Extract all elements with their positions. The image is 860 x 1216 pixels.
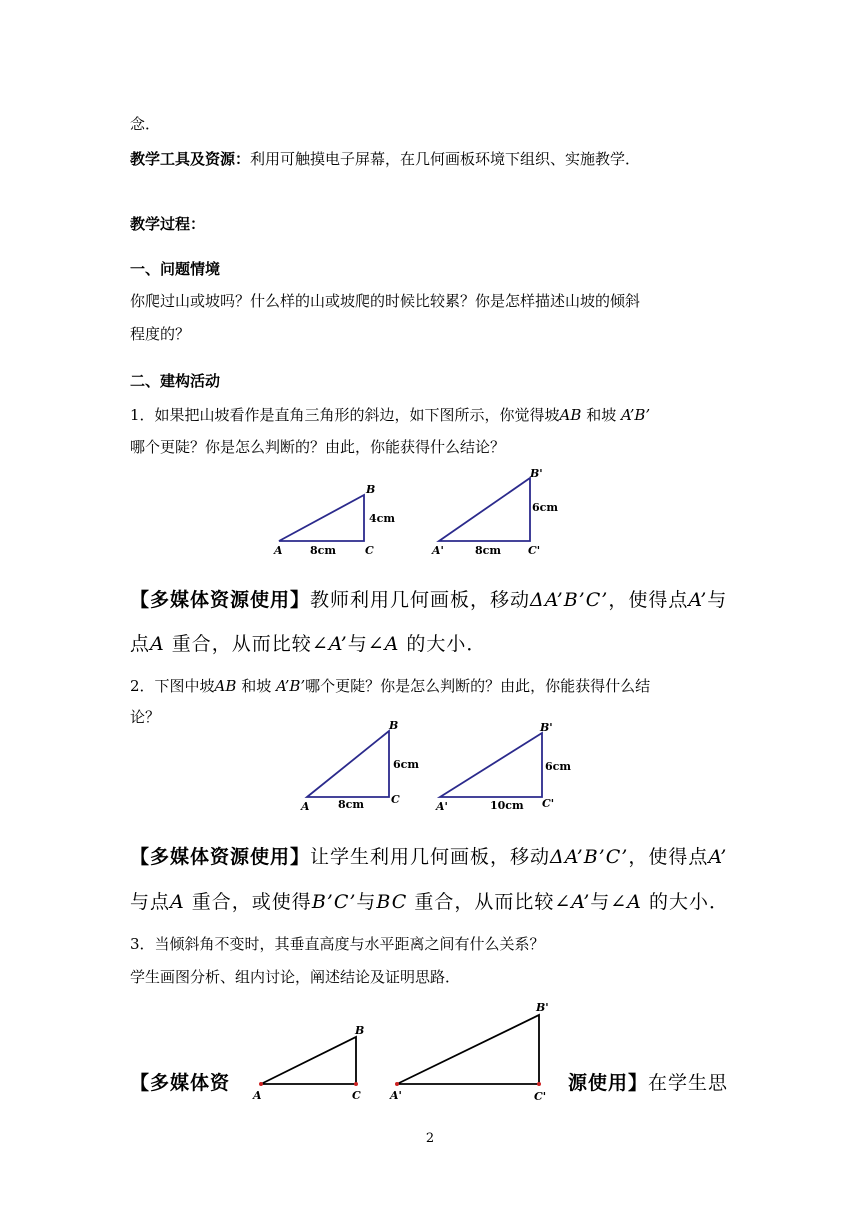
triangle-abc — [307, 731, 389, 797]
figure-1 — [262, 465, 562, 565]
question-1: 1．如果把山坡看作是直角三角形的斜边，如下图所示，你觉得坡AB 和坡 A’B’ — [130, 406, 651, 424]
text-line: 学生画图分析、组内讨论，阐述结论及证明思路． — [130, 968, 461, 986]
point-A2 — [395, 1082, 399, 1086]
multimedia-note-2: 【多媒体资源使用】让学生利用几何画板，移动ΔA’B’C’，使得点A’ — [130, 846, 728, 868]
label-B2: B' — [530, 467, 543, 480]
figure-3 — [245, 995, 565, 1110]
tools-line: 教学工具及资源：利用可触摸电子屏幕，在几何画板环境下组织、实施教学． — [130, 150, 641, 168]
triangle-a2b2c2 — [440, 733, 542, 797]
label-B: B — [355, 1024, 365, 1037]
label-base2: 8cm — [475, 544, 501, 557]
text-line: 念． — [130, 115, 161, 133]
label-base: 8cm — [310, 544, 336, 557]
triangle-abc — [279, 495, 364, 541]
multimedia-note-2-cont: 与点A 重合，或使得B’C’与BC 重合，从而比较∠A’与∠A 的大小． — [130, 891, 729, 913]
tools-label: 教学工具及资源： — [130, 150, 251, 168]
text-line: 哪个更陡？你是怎么判断的？由此，你能获得什么结论？ — [130, 438, 506, 456]
triangle-a2b2c2 — [439, 478, 530, 541]
label-A2: A' — [390, 1089, 402, 1102]
label-C2: C' — [542, 797, 555, 810]
page-number: 2 — [425, 1131, 435, 1146]
point-C — [354, 1082, 358, 1086]
label-A: A — [253, 1089, 262, 1102]
label-height: 6cm — [393, 758, 419, 771]
question-3: 3．当倾斜角不变时，其垂直高度与水平距离之间有什么关系？ — [130, 935, 545, 953]
label-B: B — [389, 719, 399, 732]
section-heading-1: 一、问题情境 — [130, 260, 221, 278]
label-C2: C' — [528, 544, 541, 557]
label-base2: 10cm — [490, 799, 524, 812]
text-line: 程度的？ — [130, 325, 191, 343]
label-B2: B' — [536, 1001, 549, 1014]
multimedia-note-3-right: 源使用】在学生思 — [568, 1072, 729, 1094]
triangle-abc — [261, 1037, 356, 1084]
label-A: A — [274, 544, 283, 557]
point-C2 — [537, 1082, 541, 1086]
label-A2: A' — [436, 800, 448, 813]
label-height2: 6cm — [545, 760, 571, 773]
label-A2: A' — [432, 544, 444, 557]
label-A: A — [301, 800, 310, 813]
label-C2: C' — [534, 1090, 547, 1103]
figure-2 — [290, 713, 590, 813]
label-C: C — [365, 544, 374, 557]
question-2: 2．下图中坡AB 和坡 A’B’哪个更陡？你是怎么判断的？由此，你能获得什么结 — [130, 677, 651, 695]
label-C: C — [391, 793, 400, 806]
label-B2: B' — [540, 721, 553, 734]
triangle-a2b2c2 — [397, 1015, 539, 1084]
point-A — [259, 1082, 263, 1086]
label-C: C — [352, 1089, 361, 1102]
text-line: 论？ — [130, 708, 161, 726]
label-height: 4cm — [369, 512, 395, 525]
multimedia-note-1-cont: 点A 重合，从而比较∠A’与∠A 的大小． — [130, 633, 487, 655]
label-base: 8cm — [338, 798, 364, 811]
multimedia-note-3: 【多媒体资 — [130, 1072, 231, 1094]
process-heading: 教学过程： — [130, 215, 206, 233]
label-B: B — [366, 483, 376, 496]
section-heading-2: 二、建构活动 — [130, 372, 221, 390]
label-height2: 6cm — [532, 501, 558, 514]
text-line: 你爬过山或坡吗？什么样的山或坡爬的时候比较累？你是怎样描述山坡的倾斜 — [130, 292, 641, 310]
multimedia-note-1: 【多媒体资源使用】教师利用几何画板，移动ΔA’B’C’，使得点A’与 — [130, 589, 728, 611]
